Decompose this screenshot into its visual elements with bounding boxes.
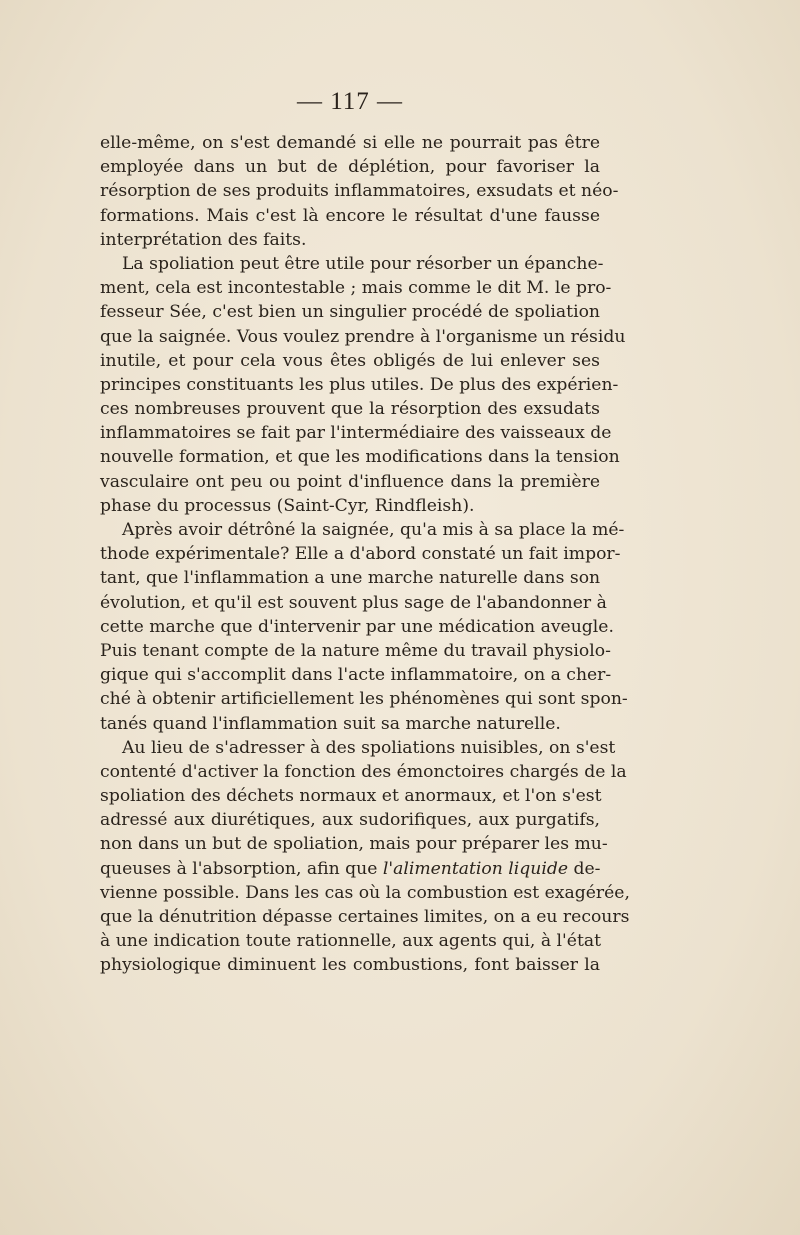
text-segment: de- [568, 858, 601, 879]
text-line: thode expérimentale? Elle a d'abord constaté un fait impor- [100, 544, 621, 565]
text-line: résorption de ses produits inflammatoires, exsudats et néo- [100, 181, 619, 202]
text-line: principes constituants les plus utiles. De plus des expérien- [100, 374, 619, 395]
text-line: inutile, et pour cela vous êtes obligés de lui enlever ses [100, 350, 600, 371]
text-line: interprétation des faits. [100, 229, 307, 250]
text-line: tant, que l'inflammation a une marche naturelle dans son [100, 568, 601, 589]
text-line: Après avoir détrôné la saignée, qu'a mis à sa place la mé- [122, 520, 625, 540]
text-line: adressé aux diurétiques, aux sudorifiques, aux purgatifs, [100, 810, 600, 831]
text-line: Au lieu de s'adresser à des spoliations nuisibles, on s'est [122, 737, 616, 758]
text-line: contenté d'activer la fonction des émonctoires chargés de la [100, 761, 627, 782]
text-line: ment, cela est incontestable ; mais comme le dit M. le pro- [100, 278, 612, 299]
text-line: La spoliation peut être utile pour résorber un épanche- [122, 253, 604, 274]
text-line: vasculaire ont peu ou point d'influence dans la première [100, 471, 600, 492]
text-line: tanés quand l'inflammation suit sa marche naturelle. [100, 713, 561, 734]
text-line: cette marche que d'intervenir par une médication aveugle. [100, 616, 614, 637]
text-line: Puis tenant compte de la nature même du travail physiolo- [100, 640, 611, 661]
text-line: évolution, et qu'il est souvent plus sage de l'abandonner à [100, 592, 607, 613]
text-line: non dans un but de spoliation, mais pour préparer les mu- [100, 834, 608, 855]
text-line [100, 857, 600, 881]
italic-phrase: l'alimentation liquide [382, 858, 569, 879]
text-segment: queuses à l'absorption, afin que [100, 858, 383, 879]
text-line: fesseur Sée, c'est bien un singulier procédé de spoliation [100, 302, 600, 323]
text-line: nouvelle formation, et que les modifications dans la tension [100, 447, 620, 468]
text-line: spoliation des déchets normaux et anormaux, et l'on s'est [100, 786, 602, 807]
text-line: phase du processus (Saint-Cyr, Rindfleish). [100, 495, 475, 516]
text-line: que la dénutrition dépasse certaines limites, on a eu recours [100, 907, 630, 927]
text-line: gique qui s'accomplit dans l'acte inflammatoire, on a cher- [100, 665, 612, 686]
text-line: vienne possible. Dans les cas où la combustion est exagérée, [100, 882, 630, 903]
text-line: à une indication toute rationnelle, aux agents qui, à l'état [100, 931, 602, 952]
text-line: elle-même, on s'est demandé si elle ne pourrait pas être [100, 133, 600, 153]
text-line: ché à obtenir artificiellement les phénomènes qui sont spon- [100, 689, 628, 710]
text-line: que la saignée. Vous voulez prendre à l'organisme un résidu [100, 326, 626, 347]
text-line: physiologique diminuent les combustions, font baisser la [100, 955, 600, 976]
text-line: formations. Mais c'est là encore le résultat d'une fausse [100, 205, 600, 226]
text-line: inflammatoires se fait par l'intermédiaire des vaisseaux de [100, 423, 612, 444]
text-line: employée dans un but de déplétion, pour favoriser la [100, 157, 600, 178]
body-text [100, 131, 630, 978]
page-number: — 117 — [296, 88, 404, 115]
text-line: ces nombreuses prouvent que la résorption des exsudats [100, 399, 600, 420]
